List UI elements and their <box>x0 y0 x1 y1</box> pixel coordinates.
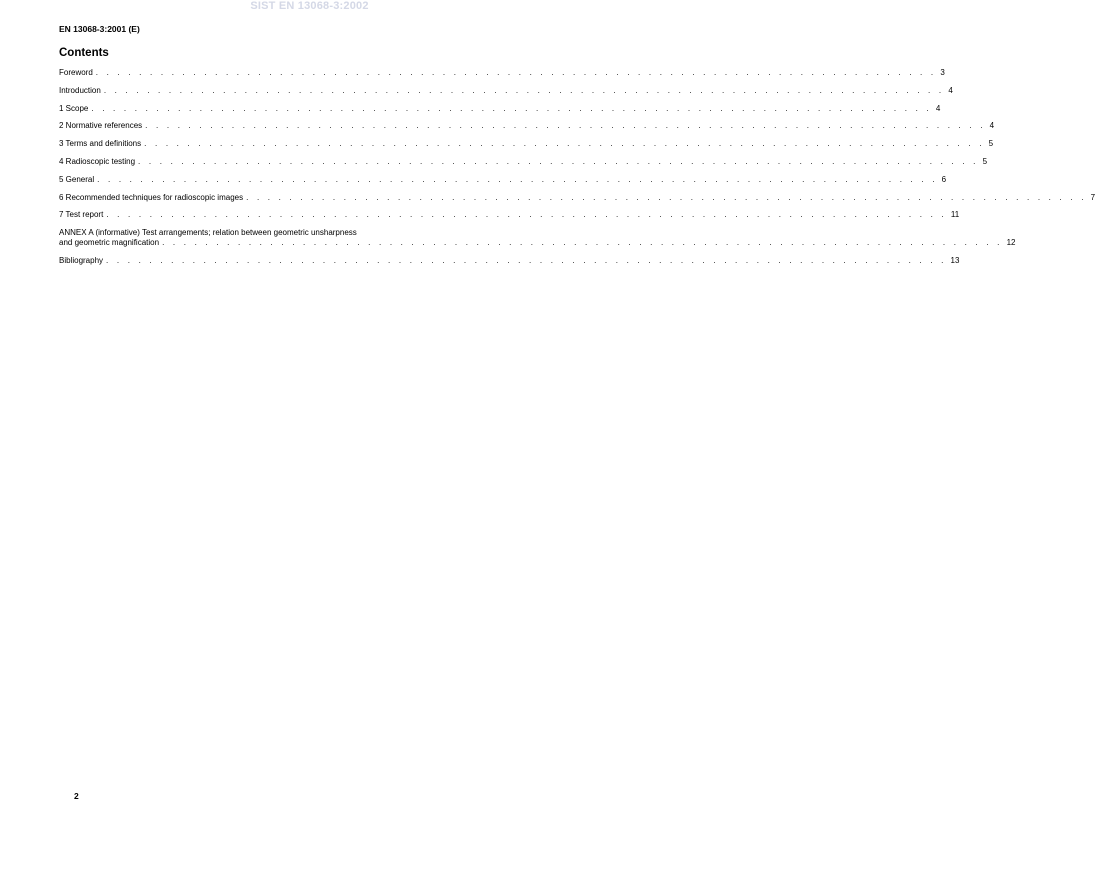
toc-leader-dots: . . . . . . . . . . . . . . . . . . . . . . . . . . . . . . . . . . . . . . . . . . . . . . . . . . . . . . . . . . . . . . . . . . . . . . . . . . . . . . <box>246 192 1087 202</box>
table-of-contents <box>59 68 1095 274</box>
toc-entry-scope[interactable] <box>59 103 941 114</box>
toc-entry-label: 3 Terms and definitions <box>59 139 142 149</box>
toc-entry-bibliography[interactable] <box>59 255 960 266</box>
toc-leader-dots: . . . . . . . . . . . . . . . . . . . . . . . . . . . . . . . . . . . . . . . . . . . . . . . . . . . . . . . . . . . . . . . . . . . . . . . . . . . . . . <box>138 156 979 166</box>
toc-entry-radioscopic-testing[interactable] <box>59 156 988 167</box>
toc-leader-dots: . . . . . . . . . . . . . . . . . . . . . . . . . . . . . . . . . . . . . . . . . . . . . . . . . . . . . . . . . . . . . . . . . . . . . . . . . . . . . . <box>106 210 947 220</box>
toc-entry-page: 4 <box>948 85 953 95</box>
toc-entry-page: 5 <box>988 139 994 149</box>
toc-leader-dots: . . . . . . . . . . . . . . . . . . . . . . . . . . . . . . . . . . . . . . . . . . . . . . . . . . . . . . . . . . . . . . . . . . . . . . . . . . . . . . <box>97 174 938 184</box>
toc-entry-annex-a[interactable] <box>59 228 1016 248</box>
document-id: EN 13068-3:2001 (E) <box>59 24 140 34</box>
toc-entry-label: 5 General <box>59 174 95 184</box>
toc-entry-label: 2 Normative references <box>59 121 143 131</box>
toc-leader-dots: . . . . . . . . . . . . . . . . . . . . . . . . . . . . . . . . . . . . . . . . . . . . . . . . . . . . . . . . . . . . . . . . . . . . . . . . . . . . . . <box>103 85 945 95</box>
toc-entry-general[interactable] <box>59 174 947 185</box>
toc-entry-recommended-techniques[interactable] <box>59 192 1095 203</box>
toc-leader-dots: . . . . . . . . . . . . . . . . . . . . . . . . . . . . . . . . . . . . . . . . . . . . . . . . . . . . . . . . . . . . . . . . . . . . . . . . . . . . . . <box>95 68 937 77</box>
toc-entry-test-report[interactable] <box>59 210 960 220</box>
toc-leader-dots: . . . . . . . . . . . . . . . . . . . . . . . . . . . . . . . . . . . . . . . . . . . . . . . . . . . . . . . . . . . . . . . . . . . . . . . . . . . . . . <box>91 103 932 113</box>
toc-entry-page: 12 <box>1006 238 1016 248</box>
toc-entry-page: 5 <box>982 156 988 166</box>
toc-leader-dots: . . . . . . . . . . . . . . . . . . . . . . . . . . . . . . . . . . . . . . . . . . . . . . . . . . . . . . . . . . . . . . . . . . . . . . . . . . . . . . <box>145 121 986 131</box>
page-number: 2 <box>74 791 79 801</box>
contents-title: Contents <box>59 47 109 59</box>
toc-entry-label: 7 Test report <box>59 210 104 220</box>
watermark: SIST EN 13068-3:2002 <box>250 0 369 12</box>
toc-entry-page: 11 <box>950 210 960 220</box>
toc-entry-page: 13 <box>950 255 960 265</box>
toc-entry-page: 4 <box>935 103 941 113</box>
toc-entry-label: Introduction <box>59 85 101 95</box>
toc-leader-dots: . . . . . . . . . . . . . . . . . . . . . . . . . . . . . . . . . . . . . . . . . . . . . . . . . . . . . . . . . . . . . . . . . . . . . . . . . . . . . . <box>144 139 985 149</box>
toc-entry-page: 4 <box>989 121 995 131</box>
toc-entry-page: 7 <box>1090 192 1095 202</box>
toc-entry-page: 6 <box>941 174 947 184</box>
toc-leader-dots: . . . . . . . . . . . . . . . . . . . . . . . . . . . . . . . . . . . . . . . . . . . . . . . . . . . . . . . . . . . . . . . . . . . . . . . . . . . . . . <box>106 255 947 265</box>
toc-entry-label: 6 Recommended techniques for radioscopic images <box>59 192 244 202</box>
toc-entry-terms-and-definitions[interactable] <box>59 139 994 149</box>
toc-entry-label: 4 Radioscopic testing <box>59 156 136 166</box>
toc-leader-dots: . . . . . . . . . . . . . . . . . . . . . . . . . . . . . . . . . . . . . . . . . . . . . . . . . . . . . . . . . . . . . . . . . . . . . . . . . . . . . . <box>162 238 1003 248</box>
toc-entry-foreword[interactable] <box>59 68 945 78</box>
toc-entry-label: Bibliography <box>59 255 104 265</box>
toc-entry-label: Foreword <box>59 68 93 77</box>
toc-entry-label-line2: and geometric magnification <box>59 238 160 248</box>
toc-entry-label: 1 Scope <box>59 103 89 113</box>
toc-entry-normative-references[interactable] <box>59 121 995 131</box>
toc-entry-label-line1: ANNEX A (informative) Test arrangements; relation between geometric unsharpness <box>59 228 357 238</box>
toc-entry-introduction[interactable] <box>59 85 953 96</box>
toc-entry-page: 3 <box>940 68 945 77</box>
